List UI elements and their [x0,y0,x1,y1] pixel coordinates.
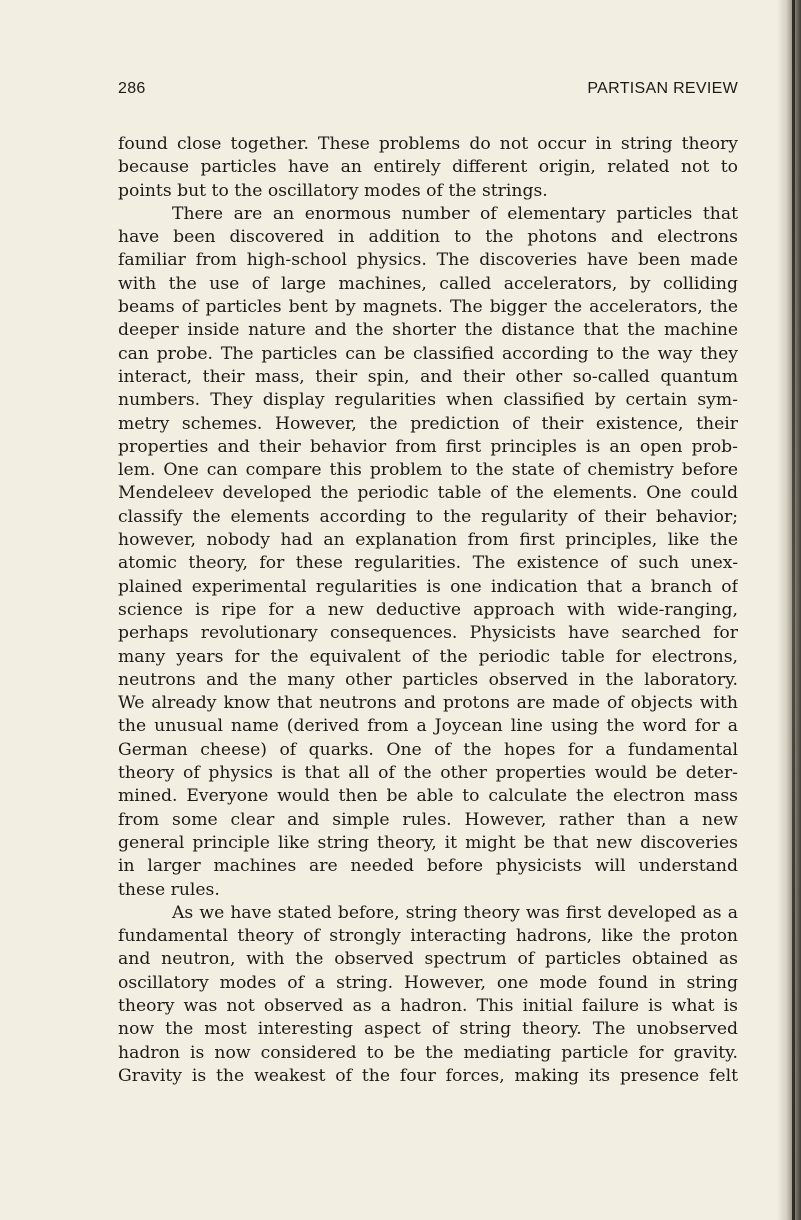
running-head: PARTISAN REVIEW [587,80,738,97]
text-line: metry schemes. However, the prediction of their existence, their [118,413,738,434]
text-line: and neutron, with the observed spectrum of particles obtained as [118,949,738,970]
text-line: Mendeleev developed the periodic table of the elements. One could [118,483,738,504]
text-line: points but to the oscillatory modes of the strings. [118,180,548,201]
text-line: There are an enormous number of elementary particles that [172,203,738,224]
text-line: have been discovered in addition to the photons and electrons [118,227,738,248]
text-line: numbers. They display regularities when classified by certain sym- [118,390,738,411]
text-line: classify the elements according to the regularity of their behavior; [118,506,738,527]
text-line: can probe. The particles can be classified according to the way they [118,343,738,364]
text-line: plained experimental regularities is one indication that a branch of [118,576,738,597]
text-line: theory of physics is that all of the other properties would be deter- [118,763,738,784]
text-line: properties and their behavior from first principles is an open prob- [118,436,738,457]
text-line: lem. One can compare this problem to the state of chemistry before [118,460,738,481]
text-line: however, nobody had an explanation from first principles, like the [118,530,738,551]
text-line: now the most interesting aspect of string theory. The unobserved [118,1019,738,1040]
text-line: perhaps revolutionary consequences. Physicists have searched for [118,623,738,644]
text-line: German cheese) of quarks. One of the hopes for a fundamental [118,739,738,760]
text-line: theory was not observed as a hadron. This initial failure is what is [118,995,738,1016]
text-line: the unusual name (derived from a Joycean line using the word for a [118,716,738,737]
text-line: oscillatory modes of a string. However, one mode found in string [118,972,738,993]
text-line: from some clear and simple rules. However, rather than a new [118,809,738,830]
text-line: hadron is now considered to be the mediating particle for gravity. [118,1042,738,1063]
text-line: We already know that neutrons and protons are made of objects with [118,693,738,714]
text-line: mined. Everyone would then be able to calculate the electron mass [118,786,738,807]
text-line: interact, their mass, their spin, and their other so-called quantum [118,366,738,387]
page-number: 286 [118,80,146,97]
page-binding-shadow [777,0,801,1220]
text-line: neutrons and the many other particles observed in the laboratory. [118,669,738,690]
page-header [118,80,738,102]
text-line: because particles have an entirely different origin, related not to [118,157,738,178]
text-line: As we have stated before, string theory was first developed as a [172,902,738,923]
text-line: found close together. These problems do not occur in string theory [118,134,738,154]
text-line: in larger machines are needed before physicists will understand [118,856,738,877]
text-line: these rules. [118,879,220,900]
page-binding-edge [792,0,795,1220]
body-text [118,133,738,1088]
text-line: fundamental theory of strongly interacting hadrons, like the proton [118,926,738,947]
text-line: atomic theory, for these regularities. The existence of such unex- [118,553,738,574]
text-line: Gravity is the weakest of the four forces, making its presence felt [118,1065,738,1086]
text-line: beams of particles bent by magnets. The bigger the accelerators, the [118,297,738,318]
text-line: many years for the equivalent of the periodic table for electrons, [118,646,738,667]
text-line: general principle like string theory, it might be that new discoveries [118,832,738,853]
text-line: familiar from high-school physics. The discoveries have been made [118,250,738,271]
text-line: deeper inside nature and the shorter the distance that the machine [118,320,738,341]
text-line: with the use of large machines, called accelerators, by colliding [118,273,738,294]
text-line: science is ripe for a new deductive approach with wide-ranging, [118,599,738,620]
